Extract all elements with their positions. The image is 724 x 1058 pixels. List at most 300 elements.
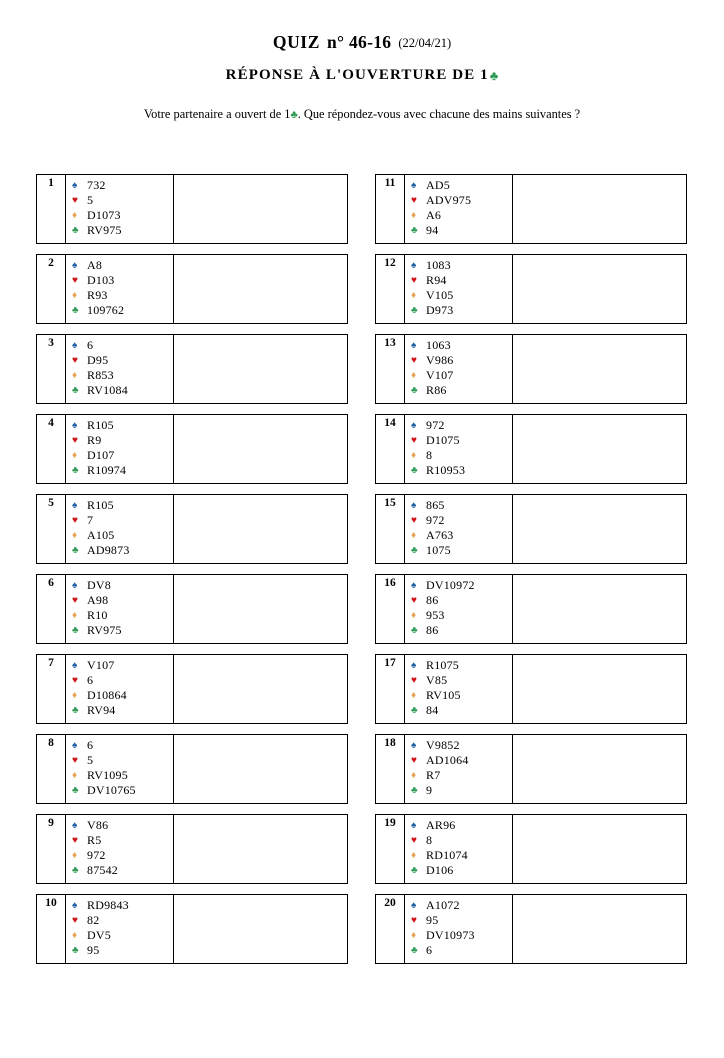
diamond-icon: ♦ — [411, 370, 417, 381]
suit-line — [72, 818, 173, 833]
hand-box — [36, 654, 348, 724]
suit-line — [411, 498, 512, 513]
answer-cell[interactable] — [174, 655, 347, 723]
suit-line — [411, 863, 512, 878]
suit-line — [72, 898, 173, 913]
club-icon: ♣ — [72, 625, 79, 636]
suit-line — [411, 658, 512, 673]
suit-line — [72, 288, 173, 303]
heart-icon: ♥ — [72, 915, 78, 926]
spade-icon: ♠ — [72, 340, 78, 351]
suit-line — [72, 658, 173, 673]
heart-icon: ♥ — [72, 435, 78, 446]
suit-line — [411, 463, 512, 478]
suit-line — [411, 738, 512, 753]
hand-number: 8 — [48, 737, 54, 749]
suit-cards: 86 — [426, 593, 439, 607]
heart-icon: ♥ — [72, 675, 78, 686]
hand-number-cell — [37, 815, 66, 883]
suit-cards: D10864 — [87, 688, 127, 702]
suit-line — [411, 418, 512, 433]
suit-cards: R5 — [87, 833, 102, 847]
diamond-icon: ♦ — [72, 610, 78, 621]
suit-cards: R7 — [426, 768, 441, 782]
heart-icon: ♥ — [411, 515, 417, 526]
suit-cards: RV1084 — [87, 383, 128, 397]
suit-cards: AR96 — [426, 818, 456, 832]
hand-number: 12 — [384, 257, 396, 269]
suit-line — [411, 528, 512, 543]
suit-cards: R105 — [87, 498, 114, 512]
answer-cell[interactable] — [174, 335, 347, 403]
hand-number: 19 — [384, 817, 396, 829]
suit-cards: D95 — [87, 353, 109, 367]
hand-cards-cell — [405, 575, 513, 643]
hand-cards-cell — [405, 655, 513, 723]
suit-line — [411, 513, 512, 528]
spade-icon: ♠ — [411, 500, 417, 511]
suit-cards: DV10972 — [426, 578, 475, 592]
suit-line — [72, 433, 173, 448]
suit-line — [72, 673, 173, 688]
suit-cards: 6 — [426, 943, 433, 957]
hand-box — [36, 254, 348, 324]
suit-line — [72, 258, 173, 273]
answer-cell[interactable] — [174, 735, 347, 803]
hand-number-cell — [37, 415, 66, 483]
suit-line — [72, 368, 173, 383]
hand-box — [375, 894, 687, 964]
suit-line — [72, 738, 173, 753]
suit-cards: A105 — [87, 528, 115, 542]
heart-icon: ♥ — [72, 755, 78, 766]
spade-icon: ♠ — [411, 420, 417, 431]
hand-number: 18 — [384, 737, 396, 749]
answer-cell[interactable] — [513, 735, 686, 803]
heart-icon: ♥ — [72, 595, 78, 606]
answer-cell[interactable] — [513, 415, 686, 483]
hand-box — [36, 734, 348, 804]
suit-line — [72, 273, 173, 288]
diamond-icon: ♦ — [411, 850, 417, 861]
hand-box — [375, 494, 687, 564]
hand-number-cell — [376, 175, 405, 243]
spade-icon: ♠ — [411, 820, 417, 831]
spade-icon: ♠ — [411, 740, 417, 751]
hand-cards-cell — [66, 815, 174, 883]
suit-line — [411, 448, 512, 463]
suit-cards: 1083 — [426, 258, 451, 272]
suit-cards: 972 — [426, 513, 445, 527]
spade-icon: ♠ — [72, 420, 78, 431]
quiz-label: QUIZ — [272, 32, 320, 52]
answer-cell[interactable] — [174, 895, 347, 963]
hand-number-cell — [376, 575, 405, 643]
diamond-icon: ♦ — [72, 930, 78, 941]
hand-cards-cell — [405, 335, 513, 403]
suit-line — [411, 193, 512, 208]
quiz-number: n° 46-16 — [327, 32, 392, 52]
answer-cell[interactable] — [513, 255, 686, 323]
spade-icon: ♠ — [72, 580, 78, 591]
spade-icon: ♠ — [411, 580, 417, 591]
hand-cards-cell — [66, 335, 174, 403]
diamond-icon: ♦ — [411, 530, 417, 541]
hand-number: 15 — [384, 497, 396, 509]
instruction-part2: . Que répondez-vous avec chacune des mains suivantes ? — [297, 107, 581, 121]
instruction-line — [0, 106, 724, 122]
spade-icon: ♠ — [72, 820, 78, 831]
spade-icon: ♠ — [411, 180, 417, 191]
suit-cards: R10953 — [426, 463, 466, 477]
suit-cards: 8 — [426, 833, 433, 847]
heart-icon: ♥ — [411, 595, 417, 606]
club-icon: ♣ — [489, 68, 499, 83]
suit-line — [72, 208, 173, 223]
spade-icon: ♠ — [72, 900, 78, 911]
suit-line — [411, 943, 512, 958]
hand-number-cell — [37, 735, 66, 803]
hand-box — [36, 414, 348, 484]
answer-cell[interactable] — [174, 495, 347, 563]
hand-cards-cell — [66, 175, 174, 243]
suit-line — [411, 433, 512, 448]
hand-number-cell — [376, 655, 405, 723]
heart-icon: ♥ — [72, 275, 78, 286]
suit-cards: RD9843 — [87, 898, 129, 912]
suit-line — [411, 258, 512, 273]
suit-cards: A98 — [87, 593, 109, 607]
diamond-icon: ♦ — [411, 770, 417, 781]
page-subtitle — [0, 67, 724, 83]
suit-line — [411, 368, 512, 383]
suit-cards: 7 — [87, 513, 94, 527]
heart-icon: ♥ — [411, 195, 417, 206]
suit-line — [411, 688, 512, 703]
hand-number: 20 — [384, 897, 396, 909]
hand-number-cell — [376, 495, 405, 563]
suit-cards: R853 — [87, 368, 114, 382]
hand-cards-cell — [66, 655, 174, 723]
spade-icon: ♠ — [72, 500, 78, 511]
suit-line — [72, 418, 173, 433]
diamond-icon: ♦ — [72, 450, 78, 461]
suit-cards: 865 — [426, 498, 445, 512]
diamond-icon: ♦ — [411, 930, 417, 941]
suit-cards: RV975 — [87, 223, 122, 237]
hand-box — [375, 654, 687, 724]
hand-box — [375, 174, 687, 244]
hand-box — [375, 574, 687, 644]
hand-number: 1 — [48, 177, 54, 189]
heart-icon: ♥ — [411, 755, 417, 766]
hand-box — [375, 254, 687, 324]
hand-number-cell — [376, 815, 405, 883]
suit-cards: 732 — [87, 178, 106, 192]
hand-box — [36, 334, 348, 404]
answer-cell[interactable] — [513, 575, 686, 643]
hand-number: 11 — [384, 177, 396, 189]
suit-cards: 9 — [426, 783, 433, 797]
hand-cards-cell — [66, 495, 174, 563]
suit-cards: A1072 — [426, 898, 460, 912]
suit-cards: R86 — [426, 383, 447, 397]
heart-icon: ♥ — [72, 515, 78, 526]
suit-cards: D1073 — [87, 208, 121, 222]
diamond-icon: ♦ — [411, 450, 417, 461]
hand-number-cell — [376, 735, 405, 803]
hand-number-cell — [37, 495, 66, 563]
suit-cards: RD1074 — [426, 848, 468, 862]
suit-line — [72, 688, 173, 703]
diamond-icon: ♦ — [72, 530, 78, 541]
suit-cards: 84 — [426, 703, 439, 717]
club-icon: ♣ — [72, 785, 79, 796]
suit-line — [72, 223, 173, 238]
hand-number: 10 — [45, 897, 57, 909]
spade-icon: ♠ — [411, 660, 417, 671]
spade-icon: ♠ — [72, 660, 78, 671]
suit-line — [72, 448, 173, 463]
club-icon: ♣ — [411, 305, 418, 316]
heart-icon: ♥ — [411, 915, 417, 926]
suit-cards: 6 — [87, 338, 94, 352]
suit-cards: R1075 — [426, 658, 460, 672]
suit-line — [72, 608, 173, 623]
diamond-icon: ♦ — [411, 610, 417, 621]
suit-line — [72, 593, 173, 608]
suit-line — [72, 623, 173, 638]
club-icon: ♣ — [72, 705, 79, 716]
suit-line — [72, 513, 173, 528]
suit-cards: R10974 — [87, 463, 127, 477]
hand-number: 16 — [384, 577, 396, 589]
subtitle-text: RÉPONSE À L'OUVERTURE DE 1 — [225, 67, 489, 83]
page-title — [0, 34, 724, 52]
suit-line — [72, 753, 173, 768]
suit-cards: DV8 — [87, 578, 111, 592]
spade-icon: ♠ — [411, 260, 417, 271]
suit-cards: V85 — [426, 673, 448, 687]
hand-box — [36, 894, 348, 964]
suit-cards: 5 — [87, 753, 94, 767]
club-icon: ♣ — [411, 865, 418, 876]
club-icon: ♣ — [72, 465, 79, 476]
suit-line — [411, 898, 512, 913]
suit-cards: 87542 — [87, 863, 118, 877]
hand-cards-cell — [405, 815, 513, 883]
suit-cards: 6 — [87, 673, 94, 687]
suit-line — [411, 303, 512, 318]
suit-cards: 953 — [426, 608, 445, 622]
suit-cards: A8 — [87, 258, 103, 272]
club-icon: ♣ — [411, 225, 418, 236]
hand-cards-cell — [405, 175, 513, 243]
hand-number: 2 — [48, 257, 54, 269]
answer-cell[interactable] — [513, 655, 686, 723]
spade-icon: ♠ — [411, 900, 417, 911]
suit-line — [72, 543, 173, 558]
suit-line — [72, 383, 173, 398]
spade-icon: ♠ — [72, 180, 78, 191]
answer-cell[interactable] — [513, 335, 686, 403]
suit-cards: 109762 — [87, 303, 125, 317]
diamond-icon: ♦ — [72, 690, 78, 701]
suit-cards: V986 — [426, 353, 454, 367]
suit-cards: AD1064 — [426, 753, 469, 767]
suit-line — [411, 273, 512, 288]
hand-box — [36, 174, 348, 244]
suit-cards: 86 — [426, 623, 439, 637]
suit-line — [72, 303, 173, 318]
suit-line — [72, 338, 173, 353]
suit-cards: DV10973 — [426, 928, 475, 942]
suit-cards: AD9873 — [87, 543, 130, 557]
suit-cards: R10 — [87, 608, 108, 622]
suit-line — [72, 833, 173, 848]
club-icon: ♣ — [72, 945, 79, 956]
hand-cards-cell — [66, 255, 174, 323]
suit-cards: RV105 — [426, 688, 461, 702]
suit-line — [411, 383, 512, 398]
suit-cards: R94 — [426, 273, 447, 287]
club-icon: ♣ — [411, 385, 418, 396]
spade-icon: ♠ — [72, 260, 78, 271]
hand-number-cell — [37, 895, 66, 963]
hand-cards-cell — [405, 895, 513, 963]
diamond-icon: ♦ — [72, 850, 78, 861]
suit-cards: 8 — [426, 448, 433, 462]
club-icon: ♣ — [72, 865, 79, 876]
hand-cards-cell — [405, 415, 513, 483]
suit-cards: AD5 — [426, 178, 450, 192]
suit-line — [411, 178, 512, 193]
club-icon: ♣ — [72, 225, 79, 236]
hand-box — [36, 574, 348, 644]
suit-line — [411, 578, 512, 593]
hand-box — [375, 814, 687, 884]
suit-line — [411, 783, 512, 798]
suit-cards: RV1095 — [87, 768, 128, 782]
suit-line — [72, 578, 173, 593]
suit-cards: 1075 — [426, 543, 451, 557]
answer-cell[interactable] — [513, 895, 686, 963]
suit-line — [411, 288, 512, 303]
heart-icon: ♥ — [411, 675, 417, 686]
answer-cell[interactable] — [513, 815, 686, 883]
hand-number-cell — [37, 255, 66, 323]
hand-cards-cell — [66, 415, 174, 483]
quiz-date: (22/04/21) — [398, 36, 452, 50]
club-icon: ♣ — [411, 625, 418, 636]
hand-number: 14 — [384, 417, 396, 429]
quiz-page — [0, 34, 724, 1058]
suit-cards: R105 — [87, 418, 114, 432]
suit-line — [411, 608, 512, 623]
diamond-icon: ♦ — [411, 690, 417, 701]
instruction-part1: Votre partenaire a ouvert de 1 — [143, 107, 291, 121]
club-icon: ♣ — [411, 945, 418, 956]
hand-number-cell — [37, 335, 66, 403]
suit-line — [72, 498, 173, 513]
suit-line — [72, 848, 173, 863]
suit-line — [72, 943, 173, 958]
suit-cards: 6 — [87, 738, 94, 752]
suit-cards: RV975 — [87, 623, 122, 637]
heart-icon: ♥ — [72, 195, 78, 206]
heart-icon: ♥ — [72, 355, 78, 366]
suit-line — [411, 673, 512, 688]
hand-number-cell — [37, 175, 66, 243]
suit-cards: A6 — [426, 208, 442, 222]
hand-number: 7 — [48, 657, 54, 669]
answer-cell[interactable] — [513, 175, 686, 243]
hand-number-cell — [37, 575, 66, 643]
answer-cell[interactable] — [174, 575, 347, 643]
suit-cards: 82 — [87, 913, 100, 927]
suit-line — [411, 768, 512, 783]
suit-cards: 95 — [87, 943, 100, 957]
suit-line — [72, 863, 173, 878]
answer-cell[interactable] — [174, 175, 347, 243]
hand-cards-cell — [66, 575, 174, 643]
suit-line — [72, 528, 173, 543]
spade-icon: ♠ — [72, 740, 78, 751]
answer-cell[interactable] — [513, 495, 686, 563]
hand-number: 3 — [48, 337, 54, 349]
hand-number-cell — [376, 415, 405, 483]
hand-box — [36, 494, 348, 564]
suit-cards: V107 — [426, 368, 454, 382]
suit-cards: D973 — [426, 303, 454, 317]
heart-icon: ♥ — [411, 435, 417, 446]
suit-cards: 95 — [426, 913, 439, 927]
suit-line — [411, 928, 512, 943]
hand-box — [375, 334, 687, 404]
hand-number: 9 — [48, 817, 54, 829]
suit-line — [72, 783, 173, 798]
suit-cards: D107 — [87, 448, 115, 462]
suit-line — [411, 208, 512, 223]
suit-line — [411, 223, 512, 238]
hand-number: 4 — [48, 417, 54, 429]
hand-number-cell — [376, 335, 405, 403]
suit-cards: D106 — [426, 863, 454, 877]
hand-number: 5 — [48, 497, 54, 509]
club-icon: ♣ — [411, 785, 418, 796]
suit-line — [411, 848, 512, 863]
hand-box — [375, 414, 687, 484]
club-icon: ♣ — [411, 465, 418, 476]
hand-box — [36, 814, 348, 884]
suit-line — [72, 768, 173, 783]
hand-number: 17 — [384, 657, 396, 669]
hand-cards-cell — [405, 255, 513, 323]
hand-box — [375, 734, 687, 804]
suit-cards: A763 — [426, 528, 454, 542]
suit-line — [411, 623, 512, 638]
answer-cell[interactable] — [174, 815, 347, 883]
club-icon: ♣ — [72, 385, 79, 396]
diamond-icon: ♦ — [72, 290, 78, 301]
answer-cell[interactable] — [174, 415, 347, 483]
suit-line — [72, 928, 173, 943]
heart-icon: ♥ — [72, 835, 78, 846]
suit-cards: DV10765 — [87, 783, 136, 797]
suit-line — [411, 338, 512, 353]
suit-line — [72, 353, 173, 368]
answer-cell[interactable] — [174, 255, 347, 323]
